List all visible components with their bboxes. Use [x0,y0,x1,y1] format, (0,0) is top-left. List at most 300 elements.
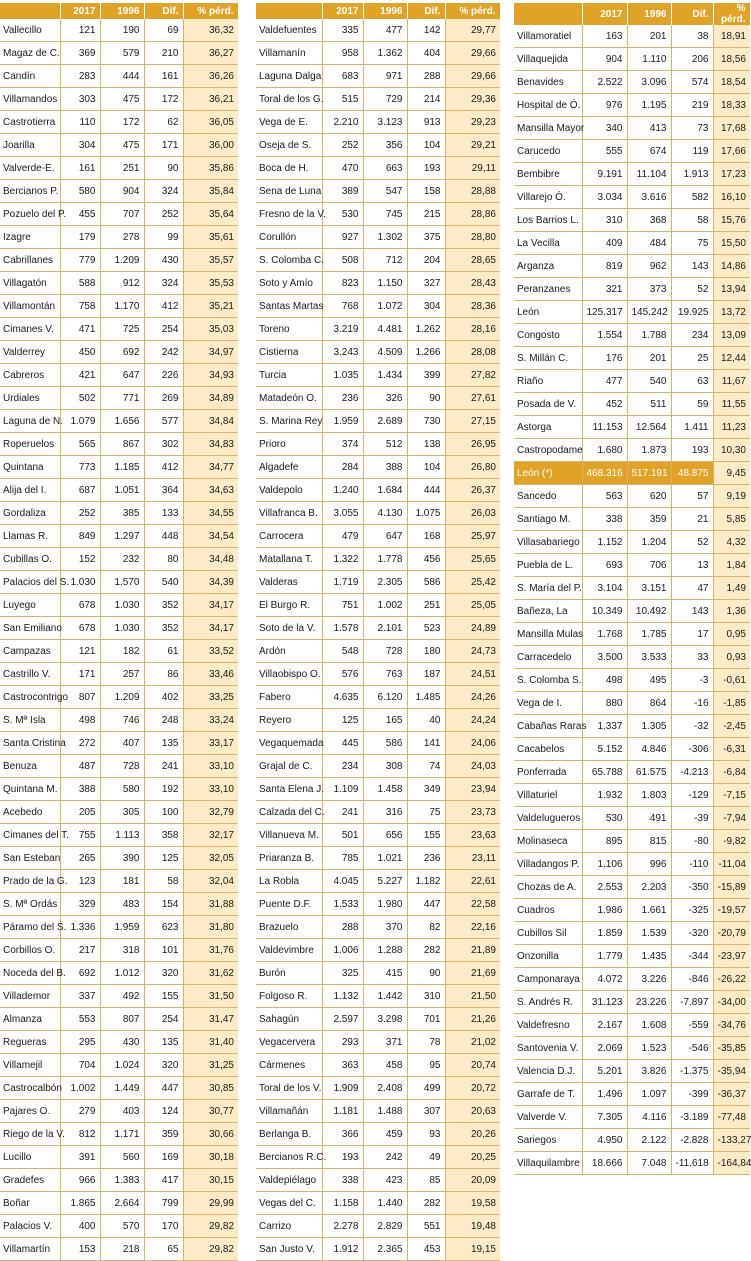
population-1996: 1.661 [627,899,671,922]
population-1996: 1.204 [627,531,671,554]
table-row [256,1031,500,1054]
table-row [0,870,238,893]
table-row [256,962,500,985]
population-2017: 2.522 [582,71,627,94]
municipality-name: S. Mª Isla [0,709,60,732]
population-difference: -80 [671,830,713,853]
population-1996: 1.170 [100,295,144,318]
municipality-name: Cimanes del T. [0,824,60,847]
population-2017: 179 [60,226,100,249]
loss-percentage: -34,76 [713,1014,750,1037]
municipality-name: Cuadros [514,899,582,922]
table-row [256,732,500,755]
population-1996: 1.097 [627,1083,671,1106]
table-row [256,1054,500,1077]
table-row [514,922,750,945]
population-2017: 4.072 [582,968,627,991]
loss-percentage: -77,48 [713,1106,750,1129]
population-2017: 807 [60,686,100,709]
table-row [514,301,750,324]
population-difference: 1.913 [671,163,713,186]
loss-percentage: 30,15 [183,1169,238,1192]
population-1996: 1.302 [363,226,407,249]
municipality-name: Posada de V. [514,393,582,416]
population-1996: 371 [363,1031,407,1054]
table-row [514,830,750,853]
column-header: % pérd. [713,3,750,25]
table-row [514,991,750,1014]
loss-percentage: 36,00 [183,134,238,157]
population-difference: 172 [144,88,183,111]
municipality-name: Fabero [256,686,322,709]
table-row [0,939,238,962]
population-2017: 2.210 [322,111,363,134]
loss-percentage: 28,86 [445,203,500,226]
population-2017: 4.045 [322,870,363,893]
table-row [256,548,500,571]
column-header: 2017 [582,3,627,25]
loss-percentage: 17,68 [713,117,750,140]
population-difference: 17 [671,623,713,646]
loss-percentage: 31,47 [183,1008,238,1031]
loss-percentage: 20,74 [445,1054,500,1077]
table-row [0,226,238,249]
table-row [514,71,750,94]
municipality-name: Riaño [514,370,582,393]
municipality-name: S. Colomba S. [514,669,582,692]
population-difference: 193 [407,157,445,180]
population-2017: 880 [582,692,627,715]
table-row [0,433,238,456]
municipality-name: San Esteban [0,847,60,870]
table-row [514,25,750,48]
population-difference: 913 [407,111,445,134]
population-1996: 165 [363,709,407,732]
municipality-name: Bembibre [514,163,582,186]
table-row [256,571,500,594]
population-difference: 399 [407,364,445,387]
table-row [0,1215,238,1238]
municipality-name: Castrocalbón [0,1077,60,1100]
table-row [0,1008,238,1031]
population-difference: 364 [144,479,183,502]
municipality-name: Villamoratiel [514,25,582,48]
population-1996: 586 [363,732,407,755]
municipality-name: Mansilla Mayor [514,117,582,140]
loss-percentage: -35,94 [713,1060,750,1083]
population-difference: 444 [407,479,445,502]
loss-percentage: 35,86 [183,157,238,180]
population-1996: 2.829 [363,1215,407,1238]
loss-percentage: 13,72 [713,301,750,324]
population-2017: 279 [60,1100,100,1123]
loss-percentage: 32,79 [183,801,238,824]
loss-percentage: 24,26 [445,686,500,709]
municipality-name: Villamejil [0,1054,60,1077]
municipality-name: Magaz de C. [0,42,60,65]
population-difference: 215 [407,203,445,226]
municipality-name: Santas Martas [256,295,322,318]
table-row [256,1238,500,1261]
table-row [256,502,500,525]
column-header: 1996 [363,3,407,19]
population-difference: 359 [144,1123,183,1146]
population-1996: 495 [627,669,671,692]
loss-percentage: 26,80 [445,456,500,479]
population-1996: 904 [100,180,144,203]
loss-percentage: 28,65 [445,249,500,272]
population-difference: 193 [671,439,713,462]
loss-percentage: 31,62 [183,962,238,985]
population-difference: 551 [407,1215,445,1238]
population-2017: 2.597 [322,1008,363,1031]
loss-percentage: 26,03 [445,502,500,525]
population-2017: 768 [322,295,363,318]
municipality-name: Folgoso R. [256,985,322,1008]
population-difference: 1.411 [671,416,713,439]
population-difference: 402 [144,686,183,709]
loss-percentage: 31,50 [183,985,238,1008]
population-difference: 52 [671,278,713,301]
population-1996: 444 [100,65,144,88]
population-1996: 771 [100,387,144,410]
table-row [256,410,500,433]
population-difference: -3.189 [671,1106,713,1129]
population-difference: 33 [671,646,713,669]
population-2017: 303 [60,88,100,111]
population-difference: 214 [407,88,445,111]
municipality-name: Llamas R. [0,525,60,548]
table-row [514,324,750,347]
table-header-row [256,3,500,19]
population-difference: 49 [407,1146,445,1169]
population-1996: 517.191 [627,462,671,485]
table-row [0,1031,238,1054]
municipality-name: Valverde-E. [0,157,60,180]
table-row [514,462,750,485]
population-1996: 6.120 [363,686,407,709]
population-difference: 170 [144,1215,183,1238]
table-row [256,203,500,226]
population-1996: 492 [100,985,144,1008]
loss-percentage: 33,17 [183,732,238,755]
loss-percentage: 34,39 [183,571,238,594]
population-2017: 338 [322,1169,363,1192]
population-1996: 477 [363,19,407,42]
population-difference: -4.213 [671,761,713,784]
table-row [0,824,238,847]
loss-percentage: 35,64 [183,203,238,226]
table-row [514,876,750,899]
population-difference: 21 [671,508,713,531]
loss-percentage: 15,50 [713,232,750,255]
loss-percentage: 30,77 [183,1100,238,1123]
population-2017: 455 [60,203,100,226]
municipality-name: Matadeón O. [256,387,322,410]
table-row [256,249,500,272]
municipality-name: Bañeza, La [514,600,582,623]
loss-percentage: 20,63 [445,1100,500,1123]
municipality-name: Páramo del S. [0,916,60,939]
population-2017: 9.191 [582,163,627,186]
population-difference: 142 [407,19,445,42]
population-2017: 3.034 [582,186,627,209]
table-row [514,738,750,761]
municipality-name: Valdefresno [514,1014,582,1037]
population-2017: 849 [60,525,100,548]
population-difference: 101 [144,939,183,962]
table-column-2 [256,3,501,1261]
population-difference: 104 [407,456,445,479]
population-difference: 248 [144,709,183,732]
municipality-name: Almanza [0,1008,60,1031]
table-row [0,249,238,272]
table-row [256,318,500,341]
table-row [0,502,238,525]
loss-percentage: 29,23 [445,111,500,134]
population-difference: 320 [144,962,183,985]
population-difference: 226 [144,364,183,387]
population-1996: 308 [363,755,407,778]
population-difference: 93 [407,1123,445,1146]
population-1996: 305 [100,801,144,824]
table-row [256,916,500,939]
municipality-name: Benuza [0,755,60,778]
population-2017: 121 [60,640,100,663]
municipality-name: Laguna de N. [0,410,60,433]
population-1996: 11.104 [627,163,671,186]
population-1996: 1.051 [100,479,144,502]
loss-percentage: -164,84 [713,1152,750,1175]
population-2017: 236 [322,387,363,410]
loss-percentage: 25,97 [445,525,500,548]
municipality-name: Villamañán [256,1100,322,1123]
municipality-name: Laguna Dalga [256,65,322,88]
municipality-name: S. Andrés R. [514,991,582,1014]
population-2017: 4.635 [322,686,363,709]
table-row [256,1215,500,1238]
population-2017: 452 [582,393,627,416]
table-row [0,985,238,1008]
loss-percentage: 11,23 [713,416,750,439]
population-2017: 479 [322,525,363,548]
table-row [256,157,500,180]
population-2017: 1.909 [322,1077,363,1100]
population-difference: -1.375 [671,1060,713,1083]
municipality-name: Santiago M. [514,508,582,531]
table-row [256,525,500,548]
table-row [514,669,750,692]
population-2017: 445 [322,732,363,755]
municipality-name: Alija del I. [0,479,60,502]
municipality-name: Sancedo [514,485,582,508]
population-1996: 385 [100,502,144,525]
municipality-name: Reyero [256,709,322,732]
table-row [256,663,500,686]
loss-percentage: -7,15 [713,784,750,807]
population-1996: 1.383 [100,1169,144,1192]
population-2017: 501 [322,824,363,847]
population-difference: 69 [144,19,183,42]
population-1996: 647 [100,364,144,387]
table-row [0,801,238,824]
population-1996: 1.873 [627,439,671,462]
municipality-name: Valverde V. [514,1106,582,1129]
population-2017: 153 [60,1238,100,1261]
municipality-name: Carrizo [256,1215,322,1238]
municipality-name: Toreno [256,318,322,341]
loss-percentage: 25,42 [445,571,500,594]
population-difference: 99 [144,226,183,249]
loss-percentage: 29,21 [445,134,500,157]
population-2017: 487 [60,755,100,778]
table-row [256,778,500,801]
population-2017: 758 [60,295,100,318]
municipality-name: Boca de H. [256,157,322,180]
population-2017: 421 [60,364,100,387]
municipality-name: Carucedo [514,140,582,163]
loss-percentage: 28,88 [445,180,500,203]
population-2017: 295 [60,1031,100,1054]
loss-percentage: 13,94 [713,278,750,301]
table-row [514,278,750,301]
population-1996: 1.980 [363,893,407,916]
population-2017: 1.336 [60,916,100,939]
municipality-name: Onzonilla [514,945,582,968]
loss-percentage: 23,73 [445,801,500,824]
population-difference: 448 [144,525,183,548]
population-2017: 3.243 [322,341,363,364]
table-row [514,1106,750,1129]
municipality-name: Castrotierra [0,111,60,134]
table-row [514,968,750,991]
table-row [256,1192,500,1215]
table-header-row [514,3,750,25]
population-difference: 1.266 [407,341,445,364]
population-1996: 23.226 [627,991,671,1014]
population-2017: 321 [582,278,627,301]
population-difference: -306 [671,738,713,761]
municipality-name: Villafranca B. [256,502,322,525]
population-2017: 927 [322,226,363,249]
population-2017: 329 [60,893,100,916]
population-difference: 324 [144,180,183,203]
municipality-name: S. Millán C. [514,347,582,370]
population-2017: 1.109 [322,778,363,801]
table-row [256,387,500,410]
population-difference: 236 [407,847,445,870]
table-row [0,42,238,65]
loss-percentage: 11,55 [713,393,750,416]
table-row [0,732,238,755]
population-1996: 663 [363,157,407,180]
table-column-3 [514,3,751,1175]
population-2017: 1.986 [582,899,627,922]
table-row [514,416,750,439]
loss-percentage: 29,36 [445,88,500,111]
population-difference: -559 [671,1014,713,1037]
municipality-name: Toral de los G. [256,88,322,111]
loss-percentage: -15,89 [713,876,750,899]
population-1996: 570 [100,1215,144,1238]
population-2017: 3.104 [582,577,627,600]
population-difference: 90 [144,157,183,180]
population-2017: 555 [582,140,627,163]
loss-percentage: 32,17 [183,824,238,847]
population-difference: 47 [671,577,713,600]
municipality-name: Mansilla Mulas [514,623,582,646]
population-2017: 1.859 [582,922,627,945]
population-2017: 779 [60,249,100,272]
loss-percentage: 11,67 [713,370,750,393]
population-1996: 2.689 [363,410,407,433]
population-difference: 577 [144,410,183,433]
population-difference: 59 [671,393,713,416]
loss-percentage: 29,82 [183,1215,238,1238]
municipality-name: Quintana [0,456,60,479]
population-1996: 4.509 [363,341,407,364]
municipality-name: Berlanga B. [256,1123,322,1146]
population-1996: 728 [363,640,407,663]
population-1996: 390 [100,847,144,870]
loss-percentage: 5,85 [713,508,750,531]
municipality-name: Garrafe de T. [514,1083,582,1106]
population-2017: 125 [322,709,363,732]
population-1996: 1.684 [363,479,407,502]
loss-percentage: 31,80 [183,916,238,939]
population-2017: 125.317 [582,301,627,324]
population-2017: 1.158 [322,1192,363,1215]
table-row [514,715,750,738]
municipality-name: Joarilla [0,134,60,157]
loss-percentage: 23,63 [445,824,500,847]
table-row [256,824,500,847]
table-row [256,985,500,1008]
table-row [256,686,500,709]
municipality-name: Urdiales [0,387,60,410]
loss-percentage: 31,40 [183,1031,238,1054]
municipality-name: Cabrillanes [0,249,60,272]
loss-percentage: 34,54 [183,525,238,548]
population-1996: 580 [100,778,144,801]
municipality-name: Cimanes V. [0,318,60,341]
population-2017: 152 [60,548,100,571]
population-2017: 477 [582,370,627,393]
table-row [256,1146,500,1169]
loss-percentage: 29,11 [445,157,500,180]
loss-percentage: 20,26 [445,1123,500,1146]
loss-percentage: 33,25 [183,686,238,709]
population-difference: 1.262 [407,318,445,341]
loss-percentage: 34,17 [183,594,238,617]
table-row [514,1014,750,1037]
municipality-name: Gordaliza [0,502,60,525]
table-row [256,433,500,456]
table-row [514,508,750,531]
population-difference: 75 [671,232,713,255]
loss-percentage: 35,61 [183,226,238,249]
population-difference: 78 [407,1031,445,1054]
loss-percentage: 28,80 [445,226,500,249]
table-row [0,548,238,571]
population-difference: 352 [144,617,183,640]
population-difference: 168 [407,525,445,548]
loss-percentage: -36,37 [713,1083,750,1106]
municipality-name: Pozuelo del P. [0,203,60,226]
population-2017: 388 [60,778,100,801]
population-1996: 10.492 [627,600,671,623]
municipality-name: Benavides [514,71,582,94]
